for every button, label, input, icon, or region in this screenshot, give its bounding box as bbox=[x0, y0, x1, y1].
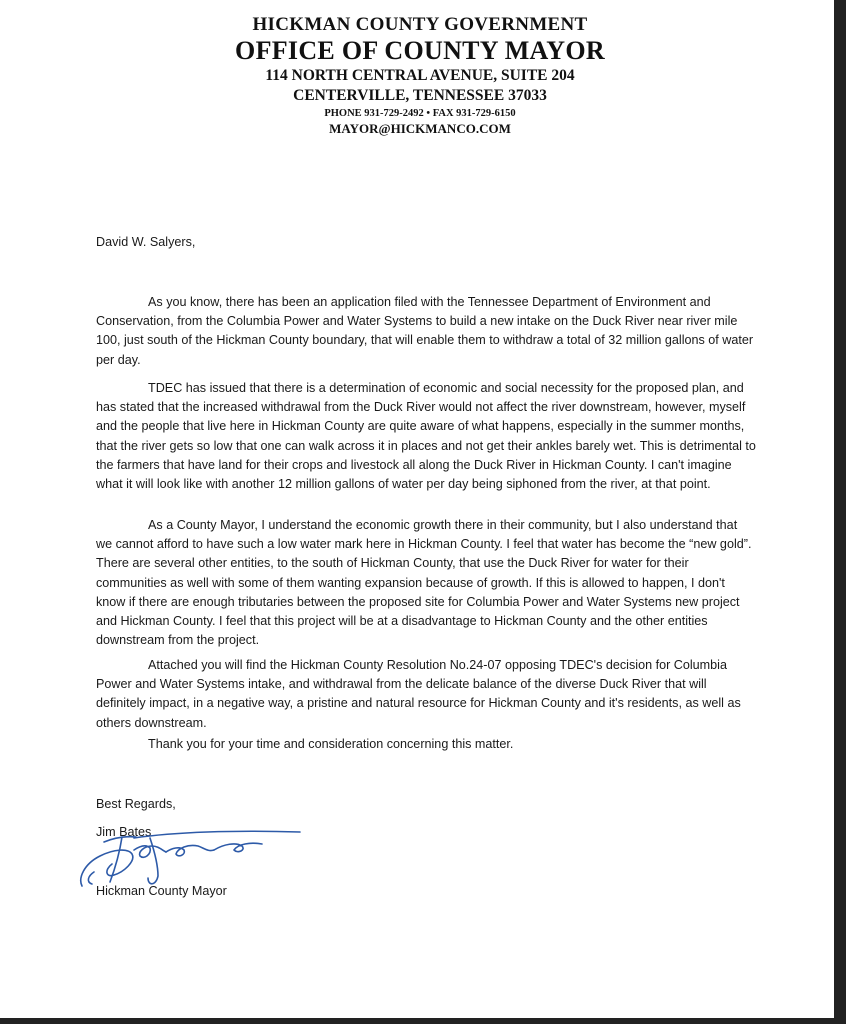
letterhead-address-line1: 114 NORTH CENTRAL AVENUE, SUITE 204 bbox=[265, 67, 575, 84]
paragraph-5: Thank you for your time and consideration concerning this matter. bbox=[148, 737, 514, 751]
closing: Best Regards, bbox=[96, 797, 176, 811]
signer-name: Jim Bates bbox=[96, 825, 152, 839]
paragraph-1: As you know, there has been an application filed with the Tennessee Department of Environment and Conservation, from the Columbia Power and Water Systems to build a new intake on the Duck River near river mile 100, just south of the Hickman County boundary, that will enable them to withdraw a total of 32 million gallons of water per day. bbox=[96, 295, 754, 367]
letterhead-email: MAYOR@HICKMANCO.COM bbox=[329, 121, 511, 136]
letterhead-office: OFFICE OF COUNTY MAYOR bbox=[235, 36, 605, 65]
signer-title: Hickman County Mayor bbox=[96, 884, 227, 898]
paragraph-4: Attached you will find the Hickman County Resolution No.24-07 opposing TDEC's decision for Columbia Power and Water Systems intake, and withdrawal from the delicate balance of the diverse Duck River that will definitely impact, in a negative way, a pristine and natural resource for Hickman County and it's residents, as well as others downstream. bbox=[96, 658, 741, 730]
paragraph-2: TDEC has issued that there is a determination of economic and social necessity for the proposed plan, and has stated that the increased withdrawal from the Duck River would not affect the river downstream, however, myself and the people that live here in Hickman County are quite aware of what happens, especially in the summer months, that the river gets so low that one can walk across it in places and not get their ankles barely wet. This is detrimental to the farmers that have land for their crops and livestock all along the Duck River in Hickman County. I can't imagine what it will look like with another 12 million gallons of water per day being siphoned from the river, at that point. bbox=[96, 381, 756, 492]
letterhead-government: HICKMAN COUNTY GOVERNMENT bbox=[252, 14, 588, 35]
screen-frame-bottom bbox=[0, 1018, 846, 1024]
salutation: David W. Salyers, bbox=[96, 235, 196, 249]
paragraph-3: As a County Mayor, I understand the economic growth there in their community, but I also understand that we cannot afford to have such a low water mark here in Hickman County. I feel that water has become the “new gold”. There are several other entities, to the south of Hickman County, that use the Duck River for water for their communities as well with some of them wanting expansion because of growth. If this is allowed to happen, I don't know if there are enough tributaries between the proposed site for Columbia Power and Water Systems new project and Hickman County. I feel that this project will be at a disadvantage to Hickman County and the other entities downstream from the project. bbox=[96, 518, 752, 648]
letterhead-phone-fax: PHONE 931-729-2492 • FAX 931-729-6150 bbox=[324, 108, 516, 119]
screen-frame-right bbox=[834, 0, 846, 1024]
letterhead-address-line2: CENTERVILLE, TENNESSEE 37033 bbox=[293, 87, 547, 104]
letterhead bbox=[0, 14, 834, 137]
